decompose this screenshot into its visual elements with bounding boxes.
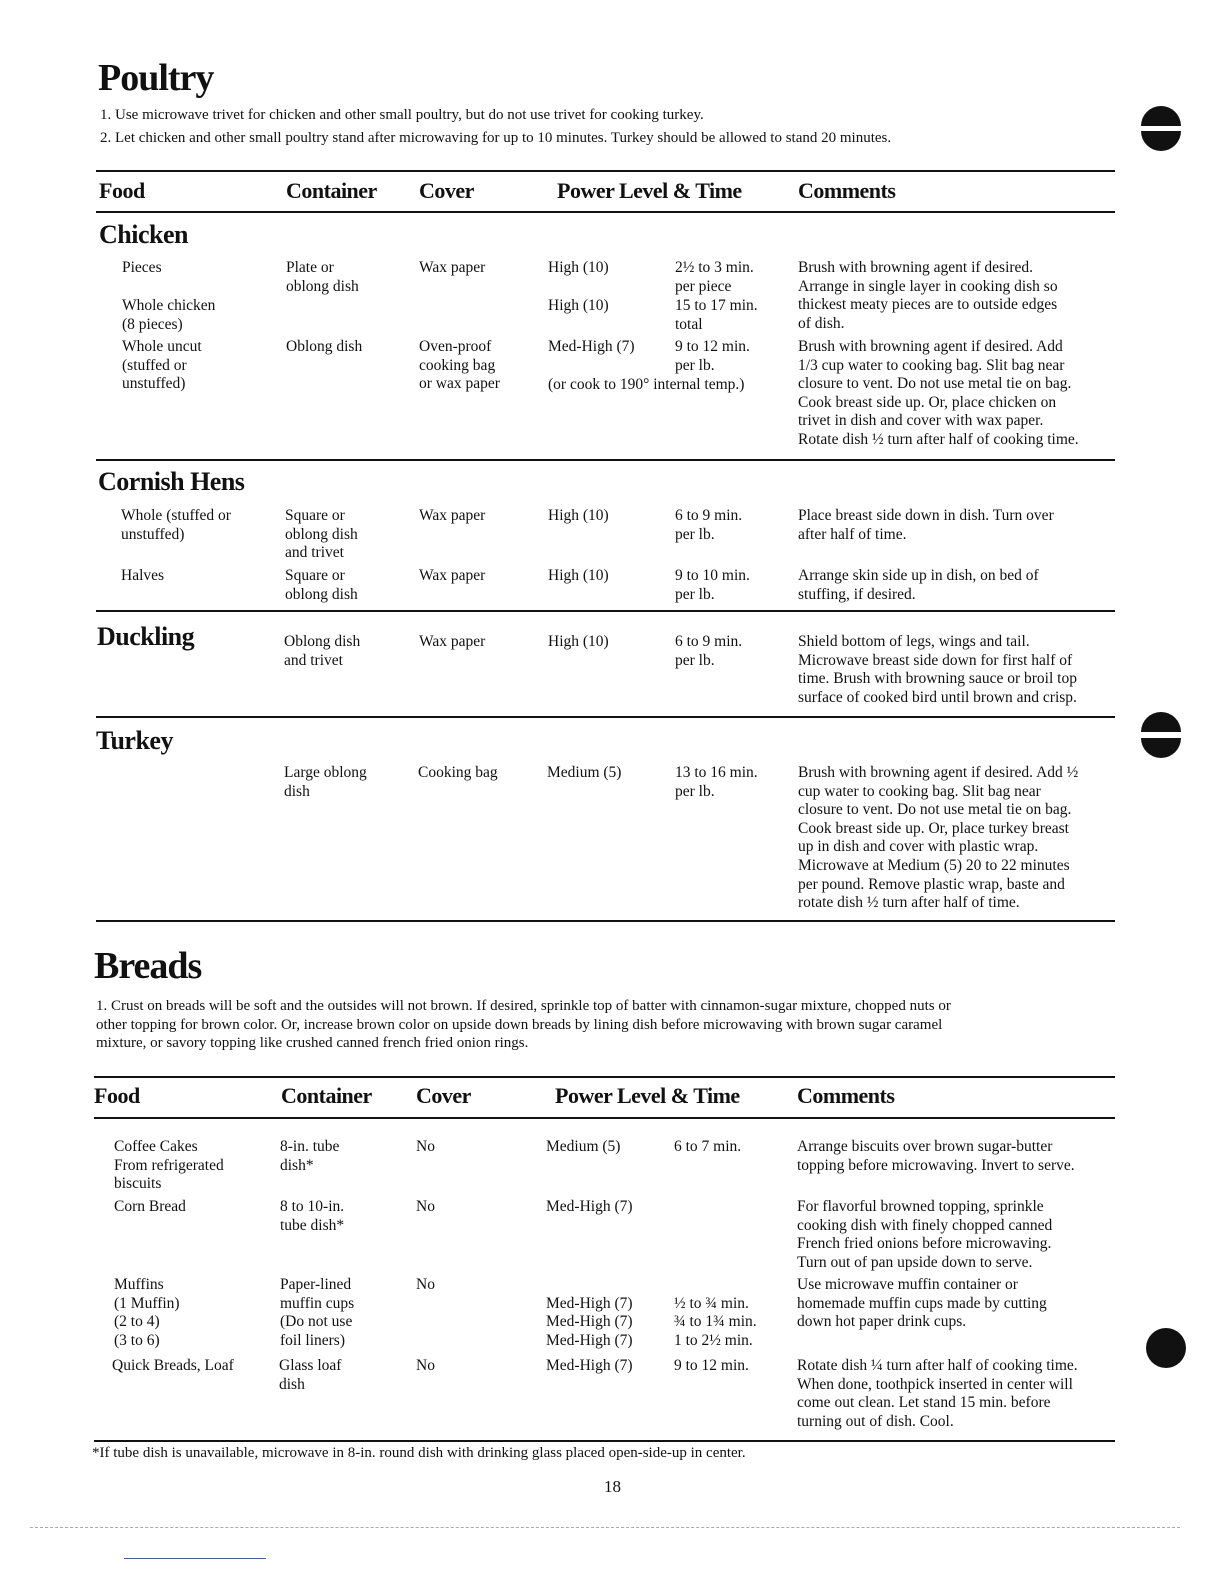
time-cell: 9 to 12 min. per lb. [675,338,750,374]
food-cell: Halves [121,567,165,584]
col-header-food: Food [94,1083,140,1108]
col-header-container: Container [281,1083,372,1108]
cover-cell: Wax paper [419,507,486,524]
table-rule [94,1076,1115,1078]
power-cell: High (10) [548,633,609,650]
power-note: (or cook to 190° internal temp.) [548,376,745,393]
time-cell: 15 to 17 min. total [675,297,758,333]
group-title-cornish-hens: Cornish Hens [98,467,245,496]
poultry-note-1: 1. Use microwave trivet for chicken and other small poultry, but do not use trivet for cooking turkey. [100,107,704,123]
power-cell: Med-High (7) [546,1357,633,1374]
table-rule [96,920,1115,922]
table-rule [96,170,1115,172]
table-rule [96,211,1115,213]
comments-cell: For flavorful browned topping, sprinkle cooking dish with finely chopped canned French fried onions before microwaving. Turn out of pan upside down to serve. [797,1198,1053,1271]
time-cell: 6 to 9 min. per lb. [675,507,743,543]
comments-cell: Place breast side down in dish. Turn over after half of time. [798,507,1054,543]
footnote: *If tube dish is unavailable, microwave in 8-in. round dish with drinking glass placed open-side-up in center. [92,1445,746,1461]
power-cell: Medium (5) [546,1138,621,1155]
cover-cell: Wax paper [419,567,486,584]
power-cell: Med-High (7) [548,338,635,355]
table-rule [94,1440,1115,1442]
scan-edge-line [124,1558,266,1559]
group-title-chicken: Chicken [99,220,188,249]
group-title-duckling: Duckling [97,622,195,651]
tab-marker-top [1141,712,1181,732]
food-cell: Quick Breads, Loaf [112,1357,234,1374]
food-cell: Pieces [122,259,162,276]
container-cell: 8-in. tube dish* [280,1138,340,1174]
time-cell: 9 to 10 min. per lb. [675,567,750,603]
container-cell: Glass loaf dish [279,1357,342,1393]
comments-cell: Brush with browning agent if desired. Add ½ cup water to cooking bag. Slit bag near closure to vent. Do not use metal tie on bag. Cook breast side up. Or, place turkey breast up in dish and cover with plastic wrap. Microwave at Medium (5) 20 to 22 minutes per pound. Remove plastic wrap, baste and rotate dish ½ turn after half of time. [798,764,1079,912]
food-cell: Whole chicken (8 pieces) [122,297,216,333]
poultry-note-2: 2. Let chicken and other small poultry stand after microwaving for up to 10 minutes. Turkey should be allowed to stand 20 minutes. [100,130,892,146]
power-cell: Med-High (7) [546,1198,633,1215]
col-header-cover: Cover [416,1083,471,1108]
cover-cell: No [416,1138,435,1155]
cover-cell: Oven-proof cooking bag or wax paper [419,338,500,393]
container-cell: Square or oblong dish [285,567,358,603]
power-cell: High (10) [548,259,609,276]
tab-marker-top [1141,106,1181,126]
container-cell: Square or oblong dish and trivet [285,507,358,562]
comments-cell: Shield bottom of legs, wings and tail. Microwave breast side down for first half of time. Brush with browning sauce or broil top surface of cooked bird until brown and crisp. [798,633,1077,706]
comments-cell: Use microwave muffin container or homemade muffin cups made by cutting down hot paper drink cups. [797,1276,1047,1331]
tab-marker-bottom [1141,738,1181,758]
table-rule [94,1117,1115,1119]
container-cell: Plate or oblong dish [286,259,359,295]
time-cell: 13 to 16 min. per lb. [675,764,758,800]
cover-cell: Wax paper [419,259,486,276]
col-header-comments: Comments [798,178,896,203]
breads-note: 1. Crust on breads will be soft and the outsides will not brown. If desired, sprinkle top of batter with cinnamon-sugar mixture, chopped nuts or other topping for brown color. Or, increase brown color on upside down breads by lining dish before microwaving with brown sugar caramel mixture, or savory topping like crushed canned french fried onion rings. [96,998,951,1051]
container-cell: Large oblong dish [284,764,367,800]
table-rule [96,610,1115,612]
cover-cell: No [416,1357,435,1374]
col-header-comments: Comments [797,1083,895,1108]
comments-cell: Brush with browning agent if desired. Arrange in single layer in cooking dish so thickest meaty pieces are to outside edges of dish. [798,259,1058,332]
group-title-turkey: Turkey [96,726,173,755]
cover-cell: Wax paper [419,633,486,650]
comments-cell: Arrange biscuits over brown sugar-butter topping before microwaving. Invert to serve. [797,1138,1075,1174]
poultry-title: Poultry [98,57,214,99]
power-cell: High (10) [548,507,609,524]
time-cell: 6 to 9 min. per lb. [675,633,743,669]
col-header-power: Power Level & Time [557,178,742,203]
power-cell: High (10) [548,567,609,584]
container-cell: Oblong dish and trivet [284,633,361,669]
container-cell: Paper-lined muffin cups (Do not use foil liners) [280,1276,355,1349]
tab-marker-bottom [1141,131,1181,151]
scan-edge-line [30,1527,1180,1528]
comments-cell: Rotate dish ¼ turn after half of cooking time. When done, toothpick inserted in center will come out clean. Let stand 15 min. before turning out of dish. Cool. [797,1357,1078,1430]
food-cell: Whole (stuffed or unstuffed) [121,507,231,543]
time-cell: 6 to 7 min. [674,1138,742,1155]
power-cell: Medium (5) [547,764,622,781]
container-cell: Oblong dish [286,338,363,355]
time-cell: ½ to ¾ min. ¾ to 1¾ min. 1 to 2½ min. [674,1294,757,1349]
food-cell: Muffins (1 Muffin) (2 to 4) (3 to 6) [114,1276,180,1349]
cover-cell: No [416,1276,435,1293]
cover-cell: No [416,1198,435,1215]
food-cell: Corn Bread [114,1198,186,1215]
page-number: 18 [604,1477,621,1496]
comments-cell: Arrange skin side up in dish, on bed of stuffing, if desired. [798,567,1039,603]
col-header-food: Food [99,178,145,203]
col-header-container: Container [286,178,377,203]
container-cell: 8 to 10-in. tube dish* [280,1198,345,1234]
time-cell: 9 to 12 min. [674,1357,749,1374]
comments-cell: Brush with browning agent if desired. Add 1/3 cup water to cooking bag. Slit bag near closure to vent. Do not use metal tie on bag. Cook breast side up. Or, place chicken on trivet in dish and cover with wax paper. Rotate dish ½ turn after half of cooking time. [798,338,1079,448]
breads-title: Breads [94,945,202,987]
time-cell: 2½ to 3 min. per piece [675,259,754,295]
table-rule [96,459,1115,461]
col-header-power: Power Level & Time [555,1083,740,1108]
table-rule [96,716,1115,718]
power-cell: Med-High (7) Med-High (7) Med-High (7) [546,1294,633,1349]
food-cell: Coffee Cakes From refrigerated biscuits [114,1138,224,1193]
food-cell: Whole uncut (stuffed or unstuffed) [122,338,202,393]
cover-cell: Cooking bag [418,764,498,781]
tab-marker-circle [1146,1328,1186,1368]
col-header-cover: Cover [419,178,474,203]
power-cell: High (10) [548,297,609,314]
